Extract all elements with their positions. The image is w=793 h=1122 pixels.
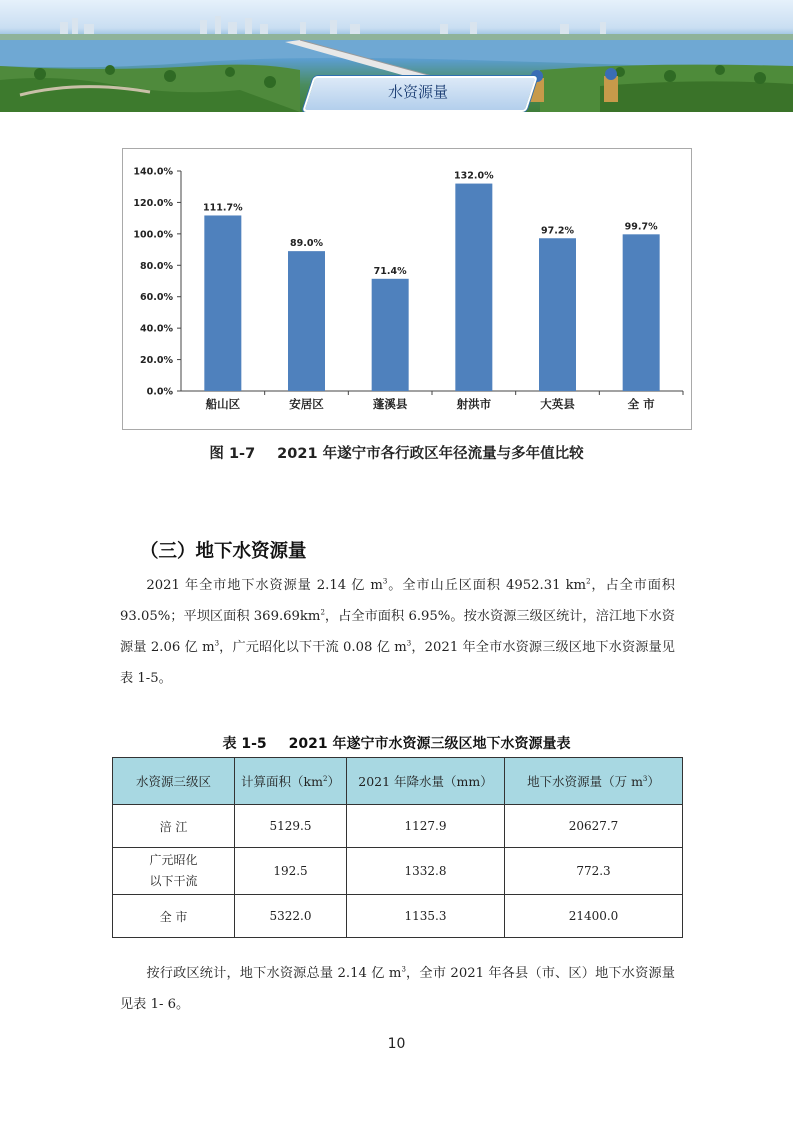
x-category-label: 蓬溪县 xyxy=(372,397,408,411)
superscript: 2 xyxy=(320,608,325,617)
x-category-label: 射洪市 xyxy=(456,397,492,411)
superscript: 3 xyxy=(382,577,388,586)
cell-line: 广元昭化 xyxy=(149,853,198,867)
table-cell: 全 市 xyxy=(113,895,235,938)
bar-value-label: 71.4% xyxy=(373,265,407,277)
table-row xyxy=(113,848,683,895)
y-tick-label: 40.0% xyxy=(140,323,173,335)
header-text: ） xyxy=(327,774,340,789)
bar xyxy=(623,234,660,391)
banner-title: 水资源量 xyxy=(387,83,448,101)
table-title: 2021 年遂宁市水资源三级区地下水资源量表 xyxy=(288,736,571,752)
table-number: 表 1-5 xyxy=(222,736,267,752)
para1-text-3: ，占全市面积 93.05%；平坝区面积 369.69km xyxy=(120,578,675,624)
y-tick-label: 140.0% xyxy=(133,166,173,178)
header-cell xyxy=(235,758,347,805)
bar-value-label: 89.0% xyxy=(290,238,323,250)
y-tick-label: 0.0% xyxy=(146,386,173,398)
para1-text-2: 。全市山丘区面积 4952.31 km xyxy=(387,578,587,593)
x-category-label: 大英县 xyxy=(540,397,575,411)
figure-title: 2021 年遂宁市各行政区年径流量与多年值比较 xyxy=(277,446,584,462)
header-text: 计算面积（km xyxy=(241,774,323,789)
superscript: 2 xyxy=(322,774,328,783)
table-caption xyxy=(0,733,793,753)
table-cell: 1127.9 xyxy=(347,805,505,848)
table-cell: 1332.8 xyxy=(347,848,505,895)
header-cell xyxy=(505,758,683,805)
para2-text-2: ，全市 2021 年各县（市、区）地下水资源量见表 1- 6。 xyxy=(120,966,675,1012)
section-heading: （三）地下水资源量 xyxy=(140,541,307,562)
groundwater-table xyxy=(112,757,683,938)
x-category-label: 全 市 xyxy=(627,397,655,411)
y-tick-label: 80.0% xyxy=(140,260,173,272)
y-tick-label: 20.0% xyxy=(140,355,173,367)
para1-text-5: ，广元昭化以下干流 0.08 亿 m xyxy=(219,640,407,655)
superscript: 3 xyxy=(642,774,648,783)
table-cell: 涪 江 xyxy=(113,805,235,848)
table-row xyxy=(113,805,683,848)
header-banner xyxy=(0,0,793,112)
paragraph-groundwater-summary xyxy=(120,570,675,694)
table-cell: 5129.5 xyxy=(235,805,347,848)
cell-line: 以下干流 xyxy=(149,874,198,888)
para2-text-1: 按行政区统计，地下水资源总量 2.14 亿 m xyxy=(146,966,402,981)
table-header-row xyxy=(113,758,683,805)
header-cell: 2021 年降水量（mm） xyxy=(347,758,505,805)
para1-text-6: ，2021 年全市水资源三级区地下水资源量见表 1-5。 xyxy=(120,640,675,686)
table-cell: 772.3 xyxy=(505,848,683,895)
bar-value-label: 132.0% xyxy=(454,170,494,182)
y-tick-label: 120.0% xyxy=(133,197,173,209)
bar xyxy=(204,215,241,391)
superscript: 3 xyxy=(214,639,220,648)
superscript: 2 xyxy=(586,577,591,586)
table-cell: 21400.0 xyxy=(505,895,683,938)
page-number: 10 xyxy=(387,1036,406,1052)
bar xyxy=(539,238,576,391)
bar xyxy=(288,251,325,391)
table-cell: 1135.3 xyxy=(347,895,505,938)
header-text: ） xyxy=(647,774,660,789)
y-tick-label: 60.0% xyxy=(140,292,173,304)
figure-caption xyxy=(0,442,793,463)
superscript: 3 xyxy=(406,639,412,648)
x-category-label: 安居区 xyxy=(289,397,324,411)
para1-text-4: ，占全市面积 6.95%。按水资源三级区统计，涪江地下水资源量 2.06 亿 m xyxy=(120,609,675,655)
superscript: 3 xyxy=(401,965,406,974)
table-cell xyxy=(113,848,235,895)
paragraph-admin-summary xyxy=(120,958,675,1020)
bar-value-label: 97.2% xyxy=(541,225,574,237)
header-text: 地下水资源量（万 m xyxy=(527,774,643,789)
y-tick-label: 100.0% xyxy=(133,229,173,241)
table-cell: 20627.7 xyxy=(505,805,683,848)
bar-chart-svg xyxy=(123,149,693,431)
figure-number: 图 1-7 xyxy=(209,446,256,462)
bar xyxy=(372,279,409,391)
table-cell: 5322.0 xyxy=(235,895,347,938)
bar-value-label: 111.7% xyxy=(203,202,243,214)
bar-chart xyxy=(122,148,692,430)
table-row xyxy=(113,895,683,938)
bar-value-label: 99.7% xyxy=(624,221,658,233)
header-cell: 水资源三级区 xyxy=(113,758,235,805)
bar xyxy=(455,184,492,391)
table-cell: 192.5 xyxy=(235,848,347,895)
para1-text-1: 2021 年全市地下水资源量 2.14 亿 m xyxy=(146,578,383,593)
x-category-label: 船山区 xyxy=(205,397,241,411)
